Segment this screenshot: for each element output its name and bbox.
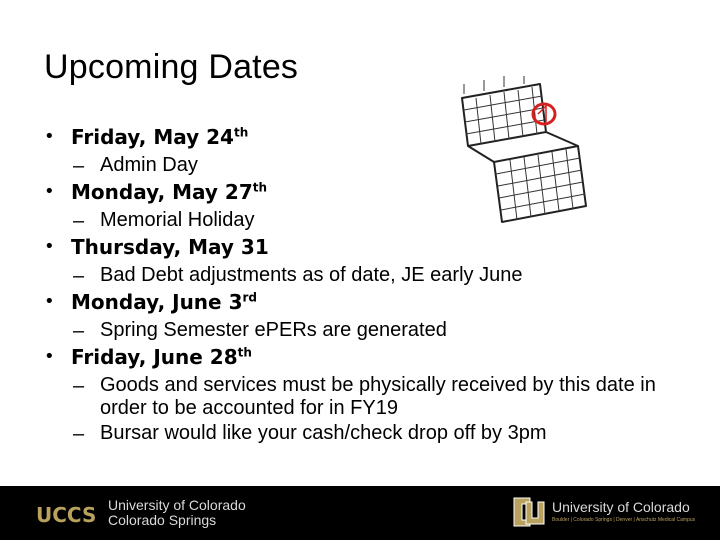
date-suffix: th [237,345,252,360]
bullet-heading [44,122,684,152]
bullet-icon: • [44,236,55,257]
sub-item [44,262,684,287]
date-suffix: th [252,180,268,195]
cu-campuses: Boulder | Colorado Springs | Denver | Anschutz Medical Campus [552,517,696,523]
dash-icon: – [73,265,85,287]
bullet-icon: • [44,181,55,202]
sub-item-text: Admin Day [100,154,198,176]
dash-icon: – [73,210,85,232]
dash-icon: – [73,155,85,177]
bullet-date: Monday, May 27 [71,180,253,204]
bullet-heading [44,342,684,372]
bullet-item [44,342,684,445]
bullet-date: Friday, June 28 [71,345,238,369]
bullet-item [44,122,684,177]
dash-icon: – [73,375,85,397]
cu-logo [510,494,546,530]
bullet-icon: • [44,291,55,312]
date-suffix: rd [242,290,257,305]
bullet-date: Friday, May 24 [71,125,234,149]
dash-icon: – [73,423,85,445]
footer-bar [0,486,720,540]
bullet-icon: • [44,346,55,367]
bullet-date: Monday, June 3 [71,290,243,314]
sub-item [44,420,684,445]
sub-item [44,372,684,420]
bullet-heading [44,177,684,207]
bullet-heading [44,232,684,262]
date-suffix: th [233,125,249,140]
uccs-line-2: Colorado Springs [108,512,217,528]
uccs-name [108,498,246,528]
sub-item [44,207,684,232]
sub-item [44,317,684,342]
sub-item-text: Memorial Holiday [100,209,255,231]
slide-title: Upcoming Dates [44,48,299,86]
uccs-logo [36,504,100,524]
sub-item-text: Spring Semester ePERs are generated [100,319,447,341]
sub-item-text: Bad Debt adjustments as of date, JE early June [100,264,523,286]
sub-item [44,152,684,177]
sub-item-text: Bursar would like your cash/check drop off by 3pm [100,422,547,444]
bullet-list [44,122,684,445]
bullet-item [44,177,684,232]
uccs-line-1: University of Colorado [108,497,246,513]
uccs-wordmark: UCCS [36,504,97,524]
bullet-icon: • [44,126,55,147]
cu-name: University of Colorado [552,499,690,515]
bullet-item [44,287,684,342]
bullet-date: Thursday, May 31 [71,235,269,259]
dash-icon: – [73,320,85,342]
sub-item-text: Goods and services must be physically received by this date in order to be accounted for in FY19 [100,374,656,419]
bullet-item [44,232,684,287]
bullet-heading [44,287,684,317]
